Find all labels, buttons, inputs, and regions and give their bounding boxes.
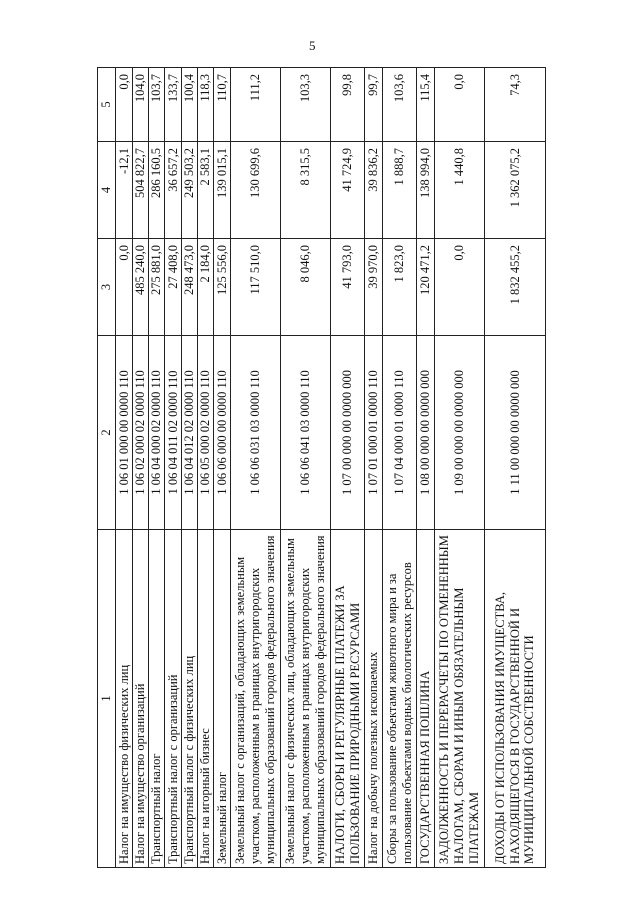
- header-col-2: 2: [98, 336, 116, 530]
- row-percent-value: 100,4: [182, 68, 198, 142]
- row-code: 1 06 06 041 03 0000 110: [281, 336, 331, 530]
- row-code: 1 06 04 000 02 0000 110: [149, 336, 165, 530]
- table-row: [417, 68, 435, 868]
- row-percent-value: 111,2: [231, 68, 281, 142]
- row-percent-value: 74,3: [485, 68, 546, 142]
- row-name: Налог на игорный бизнес: [198, 530, 214, 868]
- row-actual-value: 504 822,7: [133, 142, 149, 239]
- row-name: Налог на добычу полезных ископаемых: [365, 530, 383, 868]
- table-row: [365, 68, 383, 868]
- row-code: 1 09 00 000 00 0000 000: [435, 336, 485, 530]
- row-percent-value: 118,3: [198, 68, 214, 142]
- row-actual-value: 8 315,5: [281, 142, 331, 239]
- table-row: [435, 68, 485, 868]
- row-actual-value: 138 994,0: [417, 142, 435, 239]
- row-code: 1 07 01 000 01 0000 110: [365, 336, 383, 530]
- row-code: 1 06 06 000 00 0000 110: [214, 336, 231, 530]
- row-name: Земельный налог: [214, 530, 231, 868]
- row-name: Земельный налог с организаций, обладающих земельным участком, расположенным в границах внутригородских муниципальных образований городов федерального значения: [231, 530, 281, 868]
- row-percent-value: 115,4: [417, 68, 435, 142]
- header-col-4: 4: [98, 142, 116, 239]
- table-row: [182, 68, 198, 868]
- row-percent-value: 103,6: [383, 68, 417, 142]
- row-percent-value: 104,0: [133, 68, 149, 142]
- table-row: [281, 68, 331, 868]
- header-col-5: 5: [98, 68, 116, 142]
- row-name: ГОСУДАРСТВЕННАЯ ПОШЛИНА: [417, 530, 435, 868]
- row-code: 1 06 01 000 00 0000 110: [116, 336, 133, 530]
- table-row: [133, 68, 149, 868]
- table-row: [231, 68, 281, 868]
- rotated-table-container: [97, 68, 537, 868]
- row-actual-value: 1 440,8: [435, 142, 485, 239]
- row-plan-value: 39 970,0: [365, 239, 383, 336]
- table-row: [149, 68, 165, 868]
- row-percent-value: 0,0: [435, 68, 485, 142]
- row-name: ЗАДОЛЖЕННОСТЬ И ПЕРЕРАСЧЕТЫ ПО ОТМЕНЕННЫМ НАЛОГАМ, СБОРАМ И ИНЫМ ОБЯЗАТЕЛЬНЫМ ПЛАТЕЖАМ: [435, 530, 485, 868]
- table-header-row: [98, 68, 116, 868]
- row-name: Транспортный налог с физических лиц: [182, 530, 198, 868]
- row-name: Налог на имущество физических лиц: [116, 530, 133, 868]
- page-number: 5: [309, 38, 316, 53]
- row-plan-value: 27 408,0: [165, 239, 182, 336]
- row-percent-value: 133,7: [165, 68, 182, 142]
- row-percent-value: 103,3: [281, 68, 331, 142]
- table-row: [165, 68, 182, 868]
- row-plan-value: 41 793,0: [331, 239, 365, 336]
- row-actual-value: 249 503,2: [182, 142, 198, 239]
- row-percent-value: 99,8: [331, 68, 365, 142]
- row-percent-value: 0,0: [116, 68, 133, 142]
- row-actual-value: 39 836,2: [365, 142, 383, 239]
- table-row: [198, 68, 214, 868]
- row-percent-value: 99,7: [365, 68, 383, 142]
- row-code: 1 07 04 000 01 0000 110: [383, 336, 417, 530]
- row-actual-value: 2 583,1: [198, 142, 214, 239]
- header-col-1: 1: [98, 530, 116, 868]
- row-name: Налог на имущество организаций: [133, 530, 149, 868]
- row-actual-value: 286 160,5: [149, 142, 165, 239]
- row-code: 1 11 00 000 00 0000 000: [485, 336, 546, 530]
- row-plan-value: 485 240,0: [133, 239, 149, 336]
- table-row: [214, 68, 231, 868]
- row-name: ДОХОДЫ ОТ ИСПОЛЬЗОВАНИЯ ИМУЩЕСТВА, НАХОДЯЩЕГОСЯ В ГОСУДАРСТВЕННОЙ И МУНИЦИПАЛЬНОЙ СОБСТВЕННОСТИ: [485, 530, 546, 868]
- row-actual-value: 41 724,9: [331, 142, 365, 239]
- row-code: 1 07 00 000 00 0000 000: [331, 336, 365, 530]
- row-plan-value: 0,0: [116, 239, 133, 336]
- row-percent-value: 110,7: [214, 68, 231, 142]
- row-actual-value: 130 699,6: [231, 142, 281, 239]
- row-plan-value: 248 473,0: [182, 239, 198, 336]
- row-code: 1 06 02 000 02 0000 110: [133, 336, 149, 530]
- row-actual-value: 139 015,1: [214, 142, 231, 239]
- row-actual-value: 36 657,2: [165, 142, 182, 239]
- row-code: 1 06 04 011 02 0000 110: [165, 336, 182, 530]
- row-plan-value: 125 556,0: [214, 239, 231, 336]
- table-row: [485, 68, 546, 868]
- row-name: Транспортный налог с организаций: [165, 530, 182, 868]
- row-actual-value: 1 888,7: [383, 142, 417, 239]
- row-plan-value: 2 184,0: [198, 239, 214, 336]
- row-code: 1 08 00 000 00 0000 000: [417, 336, 435, 530]
- row-code: 1 06 04 012 02 0000 110: [182, 336, 198, 530]
- row-plan-value: 120 471,2: [417, 239, 435, 336]
- row-plan-value: 1 832 455,2: [485, 239, 546, 336]
- budget-revenue-table: [97, 67, 546, 868]
- row-actual-value: -12,1: [116, 142, 133, 239]
- row-code: 1 06 06 031 03 0000 110: [231, 336, 281, 530]
- row-plan-value: 117 510,0: [231, 239, 281, 336]
- row-code: 1 06 05 000 02 0000 110: [198, 336, 214, 530]
- row-actual-value: 1 362 075,2: [485, 142, 546, 239]
- header-col-3: 3: [98, 239, 116, 336]
- table-row: [383, 68, 417, 868]
- table-row: [331, 68, 365, 868]
- row-name: Транспортный налог: [149, 530, 165, 868]
- row-plan-value: 1 823,0: [383, 239, 417, 336]
- table-row: [116, 68, 133, 868]
- row-plan-value: 0,0: [435, 239, 485, 336]
- row-name: Сборы за пользование объектами животного мира и за пользование объектами водных биологических ресурсов: [383, 530, 417, 868]
- row-plan-value: 8 046,0: [281, 239, 331, 336]
- row-name: Земельный налог с физических лиц, обладающих земельным участком, расположенным в границах внутригородских муниципальных образований городов федерального значения: [281, 530, 331, 868]
- row-plan-value: 275 881,0: [149, 239, 165, 336]
- row-name: НАЛОГИ, СБОРЫ И РЕГУЛЯРНЫЕ ПЛАТЕЖИ ЗА ПОЛЬЗОВАНИЕ ПРИРОДНЫМИ РЕСУРСАМИ: [331, 530, 365, 868]
- row-percent-value: 103,7: [149, 68, 165, 142]
